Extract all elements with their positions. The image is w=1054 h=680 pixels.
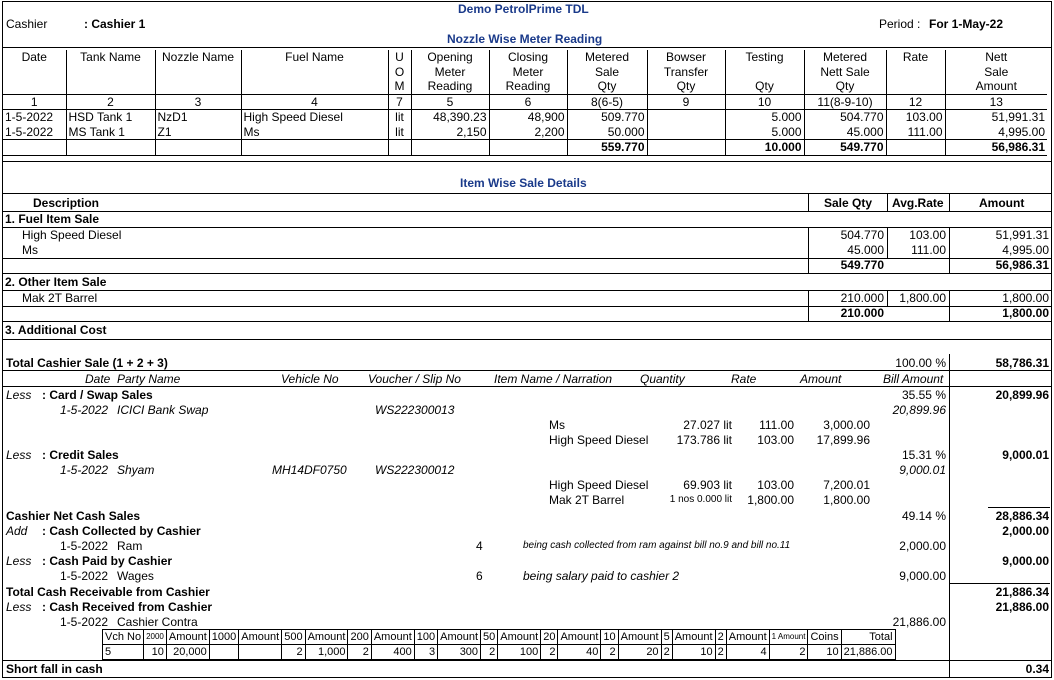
shortfall-label: Short fall in cash — [6, 662, 103, 676]
meter-header-cell: Metered — [567, 50, 647, 65]
additional-heading: 3. Additional Cost — [5, 323, 107, 337]
fuel-item-rate: 103.00 — [909, 228, 946, 242]
meter-data-cell: 50.000 — [567, 125, 647, 140]
meter-header-cell: Qty — [647, 79, 725, 94]
card-swap-amount: 20,899.96 — [995, 388, 1049, 402]
meter-colnum-cell: 11(8-9-10) — [804, 94, 886, 110]
receivable-rule — [949, 583, 1050, 584]
credit-entry-vehicle: MH14DF0750 — [272, 463, 347, 477]
meter-header-cell — [886, 79, 945, 94]
other-col-line — [949, 290, 950, 321]
fuel-item-qty: 45.000 — [847, 243, 884, 257]
collected-entry-voucher: 4 — [476, 539, 483, 553]
card-item-rate: 103.00 — [757, 433, 794, 447]
cash-received-label: : Cash Received from Cashier — [42, 600, 213, 614]
denomination-cell: 50 — [481, 630, 498, 645]
fuel-heading: 1. Fuel Item Sale — [5, 212, 100, 226]
meter-header-cell: Bowser — [647, 50, 725, 65]
meter-header-cell — [66, 65, 155, 80]
other-col-line — [887, 290, 888, 306]
col-date: Date — [85, 372, 111, 386]
denomination-cell: Amount — [558, 630, 601, 645]
credit-item-name: High Speed Diesel — [549, 478, 649, 492]
collected-entry-bill: 2,000.00 — [899, 539, 946, 553]
card-swap-pct: 35.55 % — [901, 388, 946, 402]
meter-header-cell: Opening — [411, 50, 489, 65]
credit-item-qty: 1 nos 0.000 lit — [669, 494, 732, 505]
fuel-col-line — [808, 227, 809, 273]
other-total-qty: 210.000 — [840, 306, 884, 320]
meter-total-cell — [3, 140, 66, 156]
denomination-cell: 5 — [661, 630, 672, 645]
denomination-cell: 2000 — [144, 630, 167, 645]
fuel-item-qty: 504.770 — [840, 228, 884, 242]
fuel-col-line — [887, 227, 888, 258]
meter-data-cell: Z1 — [155, 125, 241, 140]
fuel-total-amount: 56,986.31 — [995, 258, 1049, 272]
meter-header-cell — [155, 65, 241, 80]
denomination-cell: 2 — [348, 645, 371, 660]
other-item-rate: 1,800.00 — [899, 291, 946, 305]
meter-colnum-cell: 8(6-5) — [567, 94, 647, 110]
denomination-cell: Amount — [498, 630, 541, 645]
denomination-cell: 500 — [282, 630, 305, 645]
meter-colnum-cell: 3 — [155, 94, 241, 110]
meter-header-row — [3, 65, 1047, 80]
credit-item-rate: 103.00 — [757, 478, 794, 492]
meter-header-cell — [241, 65, 388, 80]
meter-data-cell — [647, 110, 725, 125]
meter-header-cell: U — [388, 50, 411, 65]
meter-header-cell: Testing — [725, 50, 804, 65]
paid-entry-bill: 9,000.00 — [899, 569, 946, 583]
meter-total-cell — [155, 140, 241, 156]
col-line-rate-left — [887, 193, 888, 211]
less-label: Less — [6, 388, 32, 402]
shortfall-amount: 0.34 — [1025, 662, 1049, 676]
meter-data-cell: lit — [388, 125, 411, 140]
denomination-cell: 20 — [618, 645, 661, 660]
total-cashier-sale-pct: 100.00 % — [895, 356, 946, 370]
fuel-col-line — [949, 227, 950, 273]
total-sale-rule — [2, 370, 1052, 371]
col-avg-rate: Avg.Rate — [892, 196, 944, 210]
meter-total-cell — [647, 140, 725, 156]
credit-item-name: Mak 2T Barrel — [549, 493, 625, 507]
meter-header-cell — [886, 65, 945, 80]
fuel-item-name: Ms — [22, 243, 38, 257]
meter-bottom-rule — [2, 161, 1052, 162]
meter-total-cell — [388, 140, 411, 156]
header-rule — [2, 47, 1052, 48]
meter-data-cell: 5.000 — [725, 125, 804, 140]
fuel-item-amount: 4,995.00 — [1002, 243, 1049, 257]
fuel-end-rule — [2, 273, 1052, 274]
cashier-label: Cashier — [6, 17, 48, 31]
less-label: Less — [6, 600, 32, 614]
cashier-value: : Cashier 1 — [84, 17, 146, 31]
denomination-cell: 10 — [808, 645, 841, 660]
meter-section-title: Nozzle Wise Meter Reading — [447, 32, 603, 46]
meter-colnum-cell: 7 — [388, 94, 411, 110]
col-description: Description — [33, 196, 100, 210]
meter-header-cell — [725, 65, 804, 80]
other-total-amount: 1,800.00 — [1002, 306, 1049, 320]
denomination-cell: 100 — [498, 645, 541, 660]
denomination-cell: 1000 — [209, 630, 238, 645]
denomination-cell: 2 — [715, 645, 726, 660]
card-swap-label: : Card / Swap Sales — [42, 388, 153, 402]
company-title: Demo PetrolPrime TDL — [458, 2, 589, 16]
meter-total-cell — [886, 140, 945, 156]
meter-header-cell: Transfer — [647, 65, 725, 80]
other-total-rule — [2, 306, 1052, 307]
meter-data-cell: High Speed Diesel — [241, 110, 388, 125]
meter-data-cell: 48,900 — [489, 110, 567, 125]
col-amount: Amount — [979, 196, 1025, 210]
col-voucher: Voucher / Slip No — [368, 372, 461, 386]
other-col-line — [808, 290, 809, 321]
denomination-cell: 5 — [103, 645, 144, 660]
additional-rule — [2, 339, 1052, 340]
meter-total-cell: 56,986.31 — [945, 140, 1047, 156]
denomination-cell: 10 — [601, 630, 618, 645]
col-rate: Rate — [731, 372, 757, 386]
meter-header-cell: Fuel Name — [241, 50, 388, 65]
meter-colnum-row — [3, 94, 1047, 110]
received-entry-bill: 21,886.00 — [892, 615, 946, 629]
col-quantity: Quantity — [640, 372, 685, 386]
meter-data-cell: 1-5-2022 — [5, 124, 54, 139]
received-entry-party: Cashier Contra — [117, 615, 198, 629]
denomination-cell: 400 — [371, 645, 414, 660]
meter-total-cell: 549.770 — [804, 140, 886, 156]
other-item-amount: 1,800.00 — [1002, 291, 1049, 305]
cash-paid-label: : Cash Paid by Cashier — [42, 554, 173, 568]
meter-data-cell: NzD1 — [155, 110, 241, 125]
received-entry-date: 1-5-2022 — [60, 615, 109, 629]
fuel-total-rule — [2, 258, 1052, 259]
meter-data-cell: 103.00 — [886, 110, 945, 125]
other-heading: 2. Other Item Sale — [5, 275, 107, 289]
meter-header-row — [3, 50, 1047, 65]
denomination-cell: 10 — [144, 645, 167, 660]
other-end-rule — [2, 321, 1052, 322]
denomination-cell: 2 — [769, 645, 808, 660]
meter-colnum-cell: 10 — [725, 94, 804, 110]
denomination-cell: Total — [841, 630, 895, 645]
meter-header-cell: M — [388, 79, 411, 94]
period-value: For 1-May-22 — [929, 17, 1004, 31]
meter-header-cell: Metered — [804, 50, 886, 65]
credit-item-rate: 1,800.00 — [747, 493, 794, 507]
collected-entry-party: Ram — [117, 539, 143, 553]
meter-header-cell: Qty — [725, 79, 804, 94]
denomination-cell: Vch No — [103, 630, 144, 645]
meter-data-cell: 504.770 — [804, 110, 886, 125]
period-label: Period : — [879, 17, 921, 31]
denomination-cell: 2 — [282, 645, 305, 660]
meter-total-cell — [411, 140, 489, 156]
meter-data-cell: 48,390.23 — [411, 110, 489, 125]
cash-collected-label: : Cash Collected by Cashier — [42, 524, 201, 538]
col-sale-qty: Sale Qty — [824, 196, 873, 210]
credit-item-amount: 7,200.01 — [823, 478, 870, 492]
meter-header-cell: Tank Name — [66, 50, 155, 65]
denomination-cell: Amount — [239, 630, 282, 645]
meter-header-cell: Meter — [411, 65, 489, 80]
card-entry-bill: 20,899.96 — [892, 403, 946, 417]
denomination-cell: 300 — [438, 645, 481, 660]
meter-data-cell: MS Tank 1 — [66, 125, 155, 140]
col-line-amount-left — [949, 193, 950, 211]
meter-colnum-cell: 5 — [411, 94, 489, 110]
card-item-rate: 111.00 — [759, 418, 794, 432]
meter-colnum-cell: 6 — [489, 94, 567, 110]
meter-header-cell: Nett Sale — [804, 65, 886, 80]
meter-data-cell: 5.000 — [725, 110, 804, 125]
denomination-values-row — [103, 645, 896, 660]
credit-entry-date: 1-5-2022 — [60, 463, 109, 477]
denomination-cell: 4 — [726, 645, 769, 660]
credit-sales-label: : Credit Sales — [42, 448, 119, 462]
meter-total-cell — [66, 140, 155, 156]
denomination-cell: 2 — [481, 645, 498, 660]
less-label: Less — [6, 554, 32, 568]
meter-header-cell: Nett — [945, 50, 1047, 65]
meter-data-row — [3, 125, 1047, 140]
meter-data-cell: 45.000 — [804, 125, 886, 140]
fuel-total-qty: 549.770 — [840, 258, 884, 272]
fuel-item-rate: 111.00 — [911, 243, 946, 257]
col-bill-amount: Bill Amount — [883, 372, 944, 386]
other-item-name: Mak 2T Barrel — [22, 291, 98, 305]
add-label: Add — [6, 524, 28, 538]
credit-entry-voucher: WS222300012 — [375, 463, 455, 477]
cash-collected-amount: 2,000.00 — [1002, 524, 1049, 538]
meter-data-cell: 1-5-2022 — [5, 110, 54, 124]
total-cashier-sale-label: Total Cashier Sale (1 + 2 + 3) — [6, 356, 168, 370]
card-entry-date: 1-5-2022 — [60, 403, 109, 417]
meter-data-cell: 509.770 — [567, 110, 647, 125]
card-item-qty: 173.786 lit — [676, 433, 732, 447]
denomination-cell: Coins — [808, 630, 841, 645]
card-entry-party: ICICI Bank Swap — [117, 403, 209, 417]
other-item-qty: 210.000 — [840, 291, 884, 305]
meter-colnum-cell: 2 — [66, 94, 155, 110]
paid-entry-voucher: 6 — [476, 569, 483, 583]
net-cash-rule — [988, 507, 1050, 508]
col-amount-small: Amount — [800, 372, 842, 386]
meter-data-cell: 111.00 — [886, 125, 945, 140]
net-cash-label: Cashier Net Cash Sales — [6, 509, 141, 523]
fuel-item-name: High Speed Diesel — [22, 228, 122, 242]
meter-colnum-cell: 13 — [945, 94, 1047, 110]
denomination-cell: Amount — [726, 630, 769, 645]
credit-sales-pct: 15.31 % — [901, 448, 946, 462]
paid-entry-party: Wages — [117, 569, 154, 583]
meter-header-cell: Reading — [489, 79, 567, 94]
paid-entry-narration: being salary paid to cashier 2 — [523, 569, 680, 583]
meter-colnum-cell: 4 — [241, 94, 388, 110]
meter-header-cell — [241, 79, 388, 94]
denomination-cell: Amount — [166, 630, 209, 645]
meter-data-cell: 2,200 — [489, 125, 567, 140]
meter-data-cell: 2,150 — [411, 125, 489, 140]
denomination-table — [102, 629, 896, 660]
meter-header-cell — [155, 79, 241, 94]
denomination-cell: Amount — [672, 630, 715, 645]
less-label: Less — [6, 448, 32, 462]
meter-table — [3, 50, 1047, 156]
denomination-cell: 2 — [601, 645, 618, 660]
meter-total-cell — [489, 140, 567, 156]
denomination-cell: 2 — [661, 645, 672, 660]
denomination-cell: 1 Amount — [769, 630, 808, 645]
net-cash-amount: 28,886.34 — [995, 509, 1049, 523]
total-cashier-sale-amount: 58,786.31 — [995, 356, 1049, 370]
meter-header-cell: Nozzle Name — [155, 50, 241, 65]
meter-header-cell: Sale — [945, 65, 1047, 80]
fuel-item-amount: 51,991.31 — [995, 228, 1049, 242]
credit-item-qty: 69.903 lit — [683, 478, 732, 492]
denomination-cell: 200 — [348, 630, 371, 645]
card-item-amount: 3,000.00 — [823, 418, 870, 432]
card-item-name: Ms — [549, 418, 565, 432]
meter-header-row — [3, 79, 1047, 94]
card-item-name: High Speed Diesel — [549, 433, 649, 447]
meter-colnum-cell: 9 — [647, 94, 725, 110]
card-entry-voucher: WS222300013 — [375, 403, 455, 417]
credit-entry-party: Shyam — [117, 463, 155, 477]
meter-header-cell: Reading — [411, 79, 489, 94]
meter-header-cell — [3, 65, 66, 80]
credit-item-amount: 1,800.00 — [823, 493, 870, 507]
denomination-cell: Amount — [305, 630, 348, 645]
card-item-amount: 17,899.96 — [816, 433, 870, 447]
col-item: Item Name / Narration — [494, 372, 613, 386]
meter-header-cell: Closing — [489, 50, 567, 65]
denomination-cell — [239, 645, 282, 660]
collected-entry-date: 1-5-2022 — [60, 539, 109, 553]
meter-total-cell: 10.000 — [725, 140, 804, 156]
denomination-cell: Amount — [618, 630, 661, 645]
meter-data-cell: 4,995.00 — [945, 125, 1047, 140]
denomination-cell: 20,000 — [166, 645, 209, 660]
col-line-qty-left — [808, 193, 809, 211]
meter-header-cell: Amount — [945, 79, 1047, 94]
meter-header-cell: Qty — [567, 79, 647, 94]
denomination-cell: 3 — [414, 645, 437, 660]
col-party: Party Name — [117, 372, 181, 386]
meter-data-cell: 51,991.31 — [945, 110, 1047, 125]
meter-data-cell: HSD Tank 1 — [66, 110, 155, 125]
item-section-title: Item Wise Sale Details — [460, 176, 587, 190]
denomination-cell: 1,000 — [305, 645, 348, 660]
denomination-cell: 21,886.00 — [841, 645, 895, 660]
denomination-cell — [209, 645, 238, 660]
col-vehicle: Vehicle No — [281, 372, 339, 386]
meter-data-row — [3, 110, 1047, 125]
meter-header-cell: Rate — [886, 50, 945, 65]
denomination-cell: Amount — [438, 630, 481, 645]
denomination-cell: 2 — [541, 645, 558, 660]
meter-header-cell: Sale — [567, 65, 647, 80]
credit-sales-amount: 9,000.01 — [1002, 448, 1049, 462]
meter-header-cell: Meter — [489, 65, 567, 80]
denomination-cell: Amount — [371, 630, 414, 645]
denomination-cell: 2 — [715, 630, 726, 645]
meter-colnum-cell: 1 — [3, 94, 66, 110]
meter-data-cell — [647, 125, 725, 140]
receivable-label: Total Cash Receivable from Cashier — [6, 585, 210, 599]
meter-header-cell — [3, 79, 66, 94]
meter-header-cell: Qty — [804, 79, 886, 94]
meter-colnum-cell: 12 — [886, 94, 945, 110]
meter-data-cell: lit — [388, 110, 411, 125]
meter-header-cell: O — [388, 65, 411, 80]
meter-total-cell: 559.770 — [567, 140, 647, 156]
denomination-header-row — [103, 630, 896, 645]
cash-paid-amount: 9,000.00 — [1002, 554, 1049, 568]
denomination-cell: 100 — [414, 630, 437, 645]
meter-total-cell — [241, 140, 388, 156]
shortfall-rule — [2, 660, 1052, 661]
collected-entry-narration: being cash collected from ram against bill no.9 and bill no.11 — [523, 540, 791, 551]
meter-data-cell: Ms — [241, 125, 388, 140]
receivable-amount: 21,886.34 — [995, 585, 1049, 599]
item-top-rule — [2, 193, 1052, 194]
card-item-qty: 27.027 lit — [683, 418, 732, 432]
meter-header-cell — [66, 79, 155, 94]
net-cash-pct: 49.14 % — [901, 509, 946, 523]
cash-received-amount: 21,886.00 — [995, 600, 1049, 614]
item-header-rule — [2, 211, 1052, 212]
paid-entry-date: 1-5-2022 — [60, 569, 109, 583]
meter-total-row — [3, 140, 1047, 156]
cols-rule — [2, 386, 1052, 387]
denomination-cell: 20 — [541, 630, 558, 645]
credit-entry-bill: 9,000.01 — [899, 463, 946, 477]
denomination-cell: 10 — [672, 645, 715, 660]
denomination-cell: 40 — [558, 645, 601, 660]
meter-header-cell: Date — [21, 50, 47, 64]
